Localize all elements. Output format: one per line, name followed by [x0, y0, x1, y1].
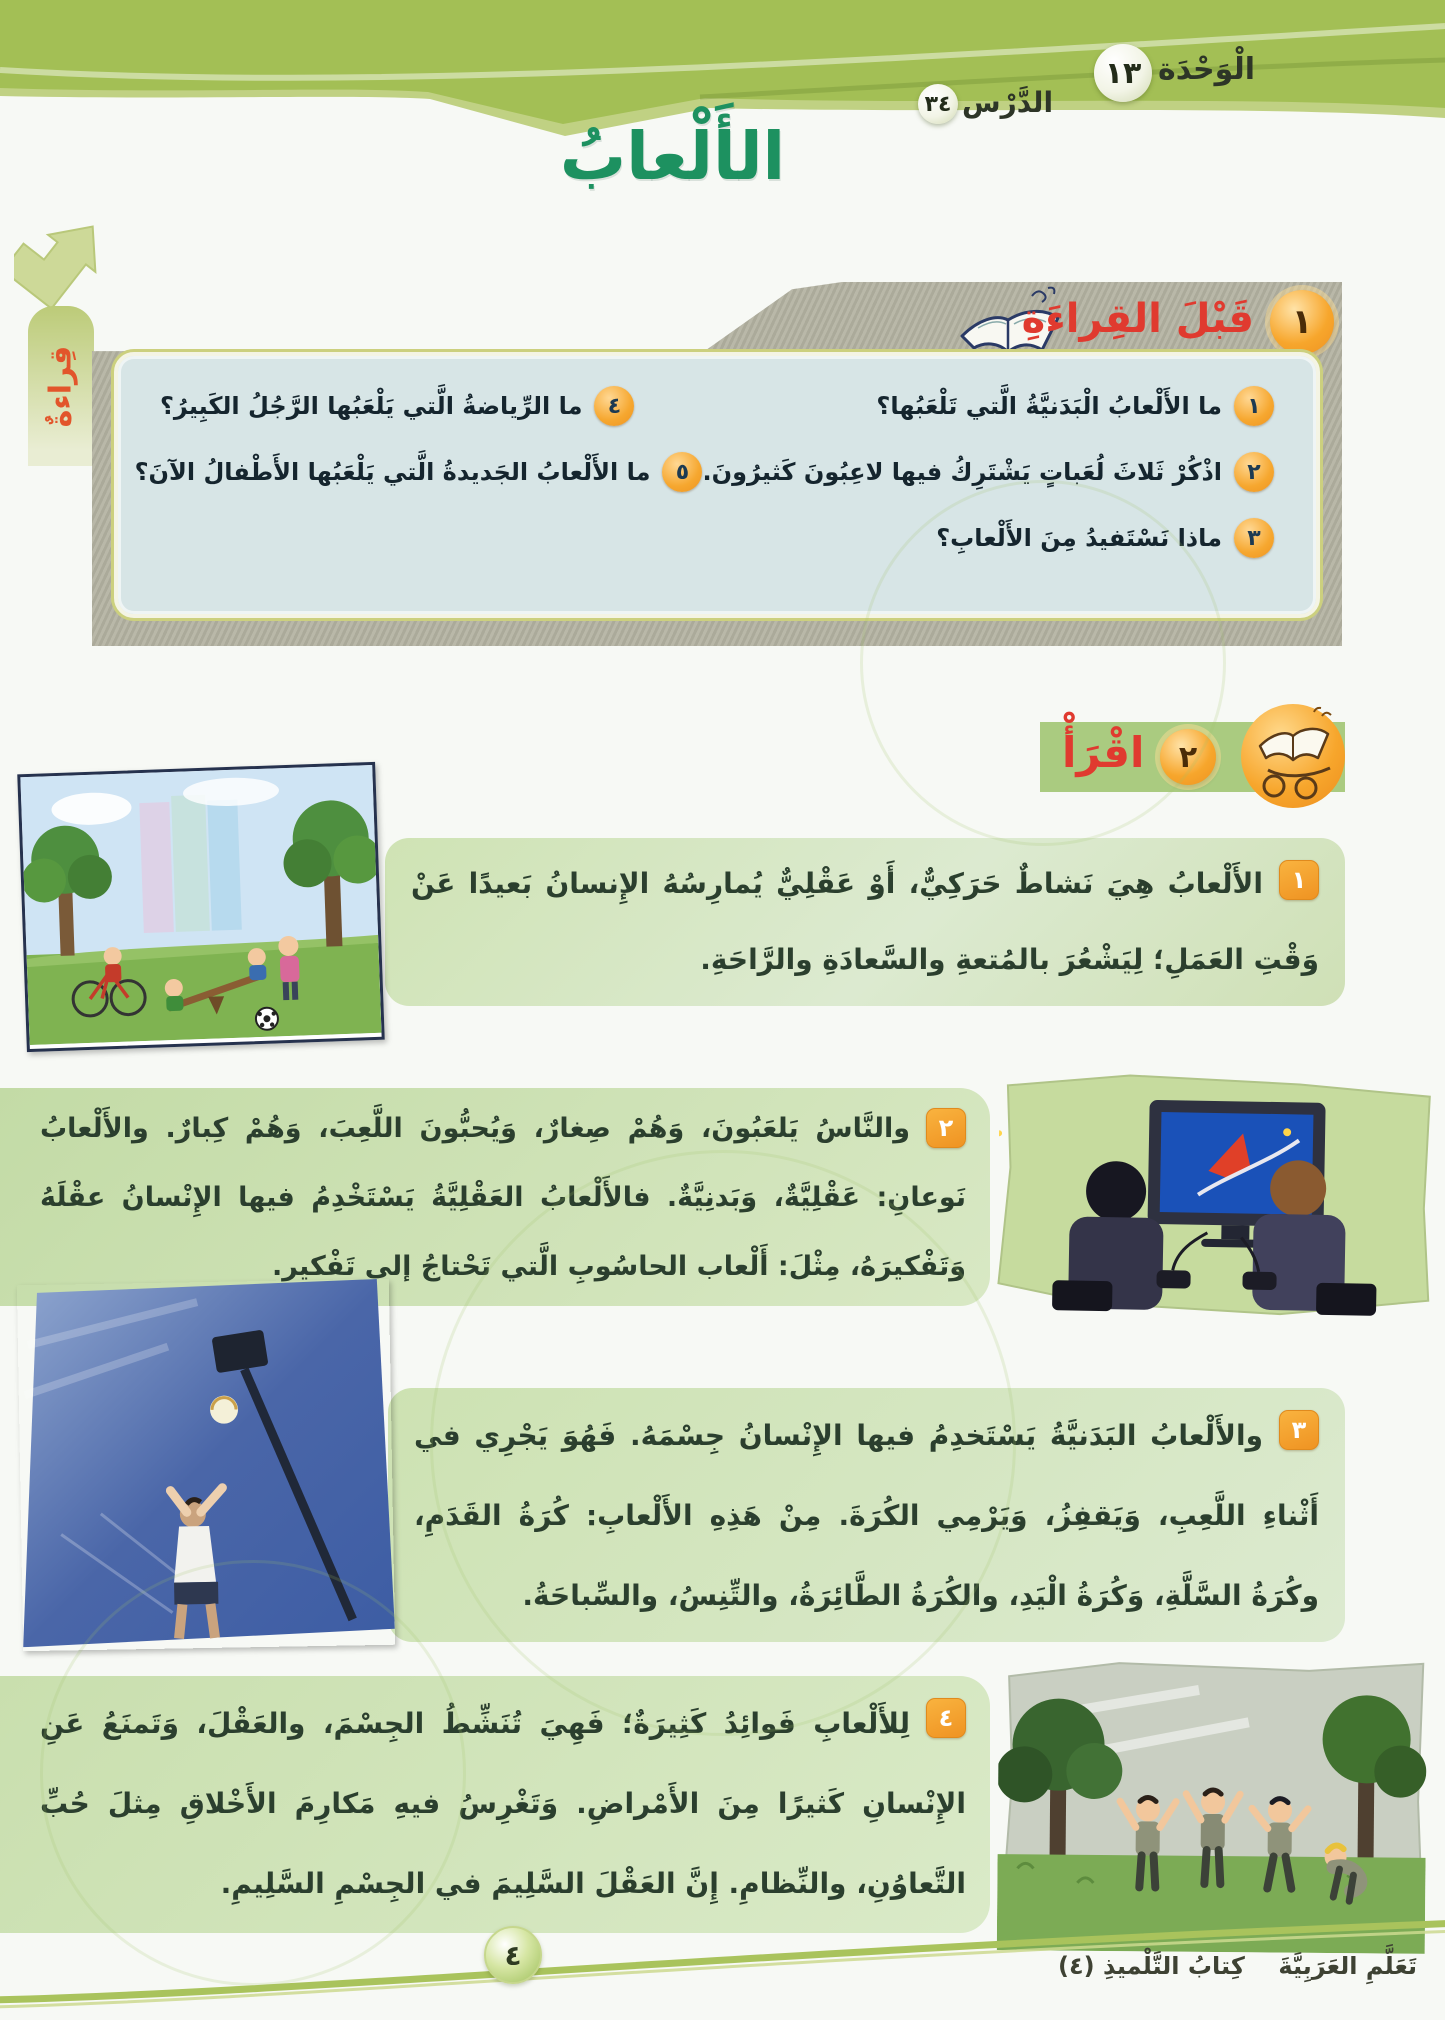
- question-5: [135, 452, 703, 492]
- page-title: الأَلْعابُ: [559, 118, 786, 195]
- question-4-text: ما الرِّياضةُ الَّتي يَلْعَبُها الرَّجُلُ الكَبِيرُ؟: [160, 392, 583, 420]
- paragraph-1: [385, 838, 1345, 1006]
- question-row: [134, 452, 1274, 492]
- park-play-illustration: [17, 762, 384, 1052]
- unit-number-badge: ١٣: [1094, 44, 1152, 102]
- page-number-badge: ٤: [484, 1926, 542, 1984]
- watermark-circle: [860, 480, 1226, 846]
- footer-book-title: كِتابُ التَّلْميذِ (٤): [1058, 1952, 1245, 1980]
- read-section-title: اقْرَأْ: [1062, 728, 1145, 777]
- lesson-label: الدَّرْس: [962, 86, 1054, 119]
- question-1-text: ما الأَلْعابُ الْبَدَنيَّةُ الَّتي تَلْعَبُها؟: [876, 392, 1222, 420]
- paragraph-3-text: والأَلْعابُ البَدَنيَّةُ يَسْتَخدِمُ فيها الإِنْسانُ جِسْمَهُ. فَهُوَ يَجْرِي في أَثْناءِ اللَّعِبِ، وَيَقفِزُ، وَيَرْمِي الكُرَةَ. مِنْ هَذِهِ الأَلْعابِ: كُرَةُ القَدَمِ، وكُرَةُ السَّلَّةِ، وَكُرَةُ الْيَدِ، والكُرَةُ الطَّائِرَةُ، والتِّنِسُ، والسِّباحَةُ.: [414, 1419, 1319, 1612]
- question-1: [876, 386, 1274, 426]
- question-4-number: ٤: [594, 386, 634, 426]
- section-2-number-badge: ٢: [1160, 729, 1216, 785]
- reading-tab-label: قِراءةٌ: [43, 345, 79, 427]
- question-2-text: اذْكُرْ ثَلاثَ لُعَباتٍ يَشْتَرِكُ فيها لاعِبُونَ كَثيرُونَ.: [702, 458, 1222, 486]
- question-2-number: ٢: [1234, 452, 1274, 492]
- before-reading-title: قَبْلَ القِراءَةِ: [1021, 296, 1254, 342]
- question-3-number: ٣: [1234, 518, 1274, 558]
- question-4: [160, 386, 634, 426]
- question-2: [702, 452, 1274, 492]
- reading-tab-body: [28, 306, 94, 466]
- computer-game-illustration: [996, 1071, 1436, 1323]
- footer-series-title: تَعَلَّمِ العَرَبِيَّةَ: [1278, 1952, 1417, 1980]
- unit-label: الْوَحْدَة: [1158, 52, 1256, 87]
- paragraph-1-text: الأَلْعابُ هِيَ نَشاطٌ حَرَكِيٌّ، أَوْ عَقْلِيٌّ يُمارِسُهُ الإِنسانُ بَعيدًا عَنْ وَقْتِ العَمَلِ؛ لِيَشْعُرَ بالمُتعةِ والسَّعادَةِ والرَّاحَةِ.: [411, 867, 1319, 976]
- paragraph-1-number: ١: [1279, 860, 1319, 900]
- lesson-number-badge: ٣٤: [918, 84, 958, 124]
- paragraph-2-text: والنَّاسُ يَلعَبُونَ، وَهُمْ صِغارٌ، وَيُحبُّونَ اللَّعِبَ، وَهُمْ كِبارٌ. والأَلْعابُ نَوعانِ: عَقْلِيَّةٌ، وَبَدنِيَّةٌ. فالأَلْعابُ العَقْلِيَّةُ يَسْتَخْدِمُ فيها الإِنْسانُ عقْلَهُ وَتَفْكيرَهُ، مِثْلَ: أَلْعاب الحاسُوبِ الَّتي تَحْتاجُ إلى تَفْكيرٍ.: [40, 1113, 966, 1282]
- paragraph-4-text: لِلأَلْعابِ فَوائِدُ كَثِيرَةٌ؛ فَهِيَ تُنَشِّطُ الجِسْمَ، والعَقْلَ، وَتَمنَعُ عَنِ الإِنْسانِ كَثيرًا مِنَ الأَمْراضِ. وَتَغْرِسُ فيهِ مَكارِمَ الأَخْلاقِ مِثلَ حُبِّ التَّعاوُنِ، والنِّظامِ. إِنَّ العَقْلَ السَّلِيمَ في الجِسْمِ السَّلِيمِ.: [40, 1707, 966, 1900]
- paragraph-2-number: ٢: [926, 1108, 966, 1148]
- paragraph-4-number: ٤: [926, 1698, 966, 1738]
- watermark-circle: [430, 1150, 1016, 1736]
- question-row: [160, 386, 1274, 426]
- paragraph-3-number: ٣: [1279, 1410, 1319, 1450]
- section-1-number-badge: ١: [1270, 290, 1334, 354]
- book-cart-icon: [1238, 700, 1348, 812]
- question-3-text: ماذا نَسْتَفيدُ مِنَ الأَلْعابِ؟: [936, 524, 1222, 552]
- question-5-number: ٥: [662, 452, 702, 492]
- question-5-text: ما الأَلْعابُ الجَديدةُ الَّتي يَلْعَبُها الأَطْفالُ الآنَ؟: [134, 458, 651, 486]
- question-1-number: ١: [1234, 386, 1274, 426]
